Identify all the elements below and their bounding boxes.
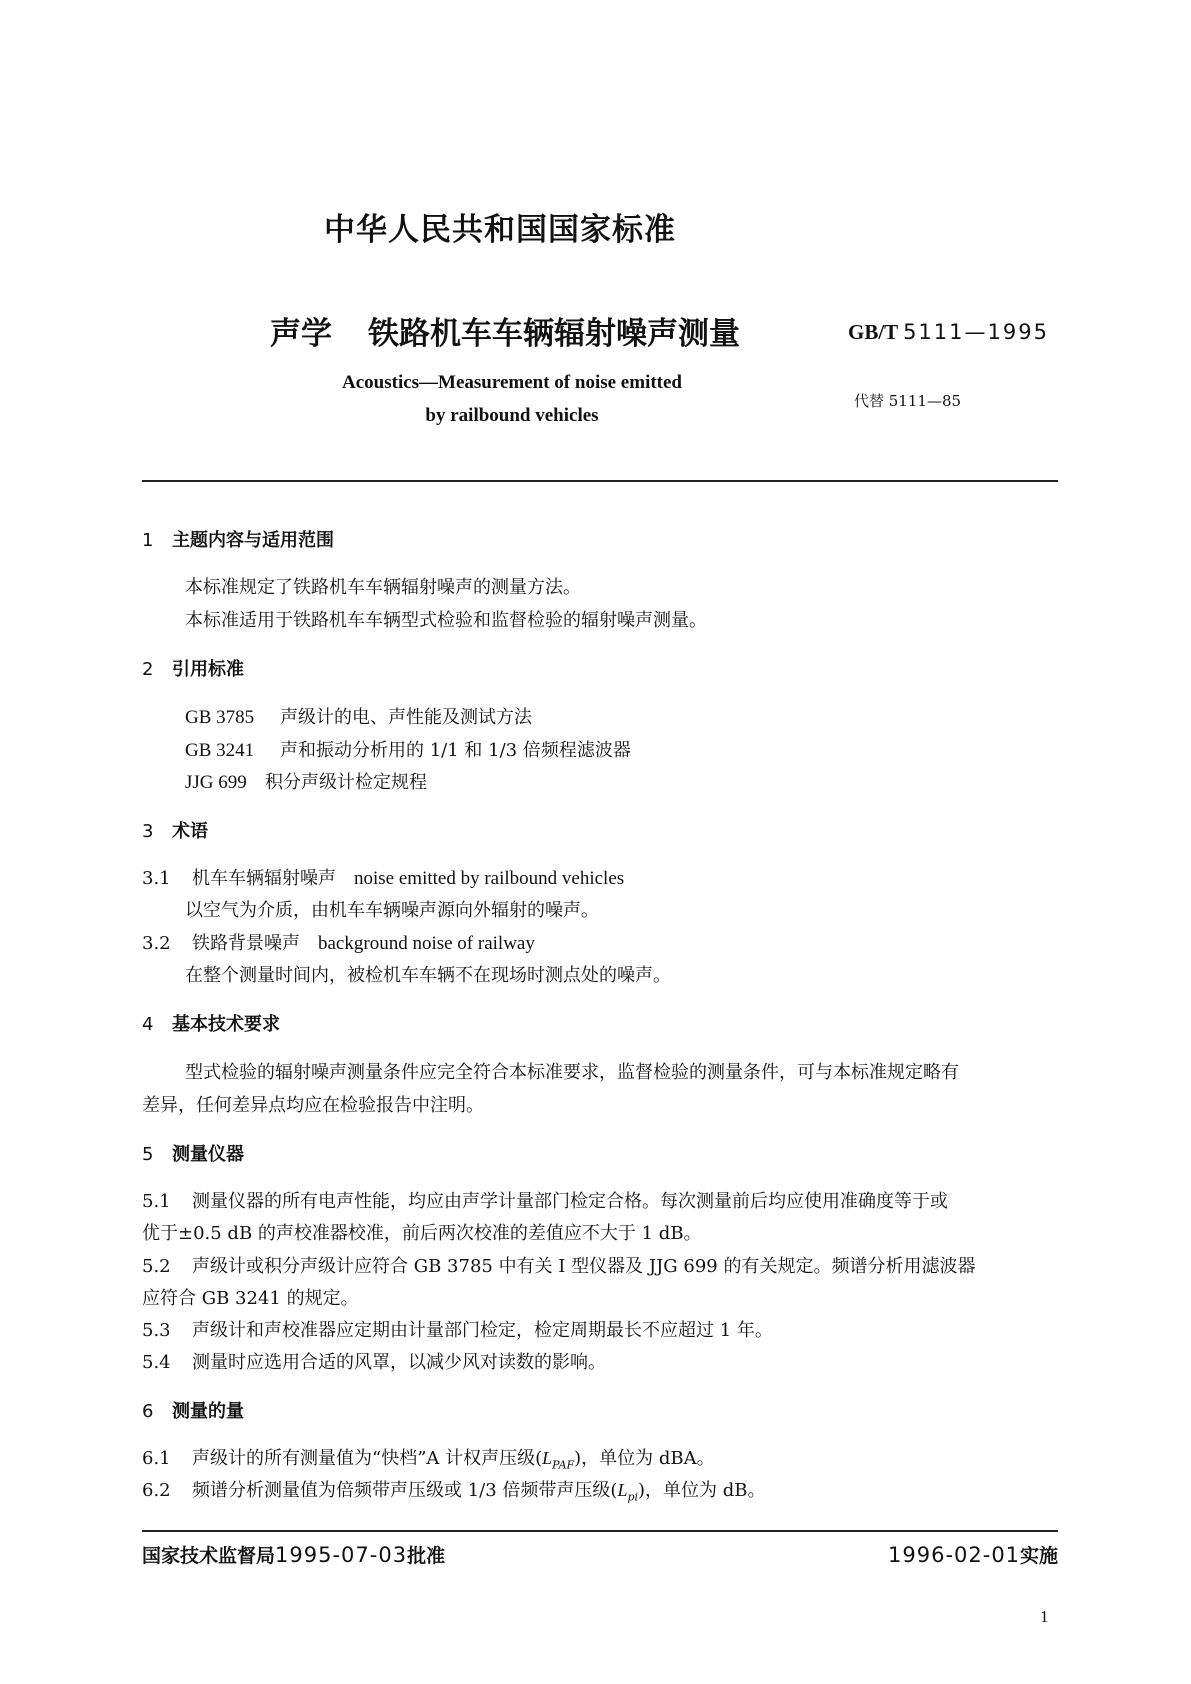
section-number: 5 bbox=[142, 1144, 154, 1165]
reference-code: GB 3241 bbox=[185, 740, 255, 761]
section-number: 6 bbox=[142, 1401, 154, 1422]
reference-title: 声和振动分析用的 1/1 和 1/3 倍频程滤波器 bbox=[280, 740, 631, 761]
clause-number: 6.1 bbox=[142, 1448, 171, 1469]
term-en: noise emitted by railbound vehicles bbox=[354, 868, 625, 889]
document-org-title: 中华人民共和国国家标准 bbox=[324, 212, 676, 248]
reference-item bbox=[185, 703, 532, 729]
section-number: 4 bbox=[142, 1014, 154, 1035]
reference-item bbox=[185, 768, 427, 794]
clause-5-1-line-2: 优于±0.5 dB 的声校准器校准，前后两次校准的差值应不大于 1 dB。 bbox=[142, 1223, 702, 1244]
effective-label: 实施 bbox=[1020, 1545, 1059, 1567]
section-1-heading bbox=[142, 526, 334, 552]
clause-5-3 bbox=[142, 1316, 773, 1342]
title-part-acoustics: 声学 bbox=[270, 316, 332, 352]
clause-text: 测量时应选用合适的风罩，以减少风对读数的影响。 bbox=[192, 1352, 606, 1373]
approving-authority: 国家技术监督局 bbox=[142, 1545, 276, 1567]
standard-number bbox=[848, 320, 1049, 345]
section-2-heading bbox=[142, 655, 244, 681]
section-title: 主题内容与适用范围 bbox=[172, 530, 334, 551]
term-3-1 bbox=[142, 864, 624, 890]
term-en: background noise of railway bbox=[318, 933, 535, 954]
clause-number: 5.2 bbox=[142, 1256, 171, 1277]
section-title: 引用标准 bbox=[172, 659, 244, 680]
effective-line bbox=[888, 1541, 1058, 1568]
section-number: 2 bbox=[142, 659, 154, 680]
term-3-2 bbox=[142, 929, 535, 955]
section-title: 测量仪器 bbox=[172, 1144, 244, 1165]
section-3-heading bbox=[142, 817, 208, 843]
section-1-para-1: 本标准规定了铁路机车车辆辐射噪声的测量方法。 bbox=[185, 577, 581, 598]
clause-5-4 bbox=[142, 1348, 606, 1374]
section-title: 测量的量 bbox=[172, 1401, 244, 1422]
footer-divider bbox=[142, 1530, 1058, 1532]
clause-5-1-line-1 bbox=[142, 1187, 948, 1213]
section-4-line-1: 型式检验的辐射噪声测量条件应完全符合本标准要求，监督检验的测量条件，可与本标准规定略有 bbox=[185, 1062, 959, 1083]
reference-title: 积分声级计检定规程 bbox=[265, 772, 427, 793]
section-4-heading bbox=[142, 1010, 280, 1036]
clause-number: 3.2 bbox=[142, 933, 171, 954]
term-zh: 机车车辆辐射噪声 bbox=[192, 868, 336, 889]
clause-number: 5.4 bbox=[142, 1352, 171, 1373]
symbol-subscript: pi bbox=[627, 1490, 639, 1504]
section-title: 术语 bbox=[172, 821, 208, 842]
reference-item bbox=[185, 736, 631, 762]
clause-text: 声级计的所有测量值为“快档”A 计权声压级( bbox=[192, 1448, 543, 1469]
replaces-standard: 代替 5111—85 bbox=[854, 392, 962, 410]
reference-code: JJG 699 bbox=[185, 772, 247, 793]
clause-text: 声级计或积分声级计应符合 GB 3785 中有关 I 型仪器及 JJG 699 的有关规定。频谱分析用滤波器 bbox=[192, 1256, 976, 1277]
standard-prefix: GB/T bbox=[848, 320, 898, 344]
term-zh: 铁路背景噪声 bbox=[192, 933, 300, 954]
symbol-l: L bbox=[617, 1480, 628, 1500]
section-number: 1 bbox=[142, 530, 154, 551]
symbol-subscript: PAF bbox=[552, 1458, 575, 1472]
english-title-line2: by railbound vehicles bbox=[425, 405, 599, 426]
section-6-heading bbox=[142, 1397, 244, 1423]
reference-title: 声级计的电、声性能及测试方法 bbox=[280, 707, 532, 728]
page-number: 1 bbox=[1040, 1607, 1049, 1626]
clause-5-2-line-1 bbox=[142, 1252, 975, 1278]
section-1-para-2: 本标准适用于铁路机车车辆型式检验和监督检验的辐射噪声测量。 bbox=[185, 610, 707, 631]
title-part-main: 铁路机车车辆辐射噪声测量 bbox=[368, 316, 740, 352]
clause-number: 5.3 bbox=[142, 1320, 171, 1341]
clause-text: 测量仪器的所有电声性能，均应由声学计量部门检定合格。每次测量前后均应使用准确度等于或 bbox=[192, 1191, 948, 1212]
section-5-heading bbox=[142, 1140, 244, 1166]
section-number: 3 bbox=[142, 821, 154, 842]
clause-text-end: )，单位为 dBA。 bbox=[574, 1448, 715, 1469]
approval-label: 批准 bbox=[407, 1545, 446, 1567]
approval-line bbox=[142, 1541, 445, 1568]
symbol-l: L bbox=[542, 1448, 553, 1468]
clause-6-1 bbox=[142, 1444, 715, 1472]
term-3-2-definition: 在整个测量时间内，被检机车车辆不在现场时测点处的噪声。 bbox=[185, 965, 671, 986]
clause-6-2 bbox=[142, 1476, 766, 1504]
clause-text-end: )，单位为 dB。 bbox=[638, 1480, 766, 1501]
english-title-line1: Acoustics—Measurement of noise emitted bbox=[342, 372, 682, 393]
header-divider bbox=[142, 480, 1058, 482]
clause-text: 声级计和声校准器应定期由计量部门检定，检定周期最长不应超过 1 年。 bbox=[192, 1320, 773, 1341]
clause-number: 3.1 bbox=[142, 868, 171, 889]
section-title: 基本技术要求 bbox=[172, 1014, 280, 1035]
section-4-line-2: 差异，任何差异点均应在检验报告中注明。 bbox=[142, 1095, 484, 1116]
effective-date: 1996-02-01 bbox=[888, 1543, 1021, 1567]
clause-number: 5.1 bbox=[142, 1191, 171, 1212]
clause-number: 6.2 bbox=[142, 1480, 171, 1501]
standard-code: 5111—1995 bbox=[903, 320, 1049, 344]
clause-5-2-line-2: 应符合 GB 3241 的规定。 bbox=[142, 1288, 359, 1309]
approval-date: 1995-07-03 bbox=[275, 1543, 408, 1567]
term-3-1-definition: 以空气为介质，由机车车辆噪声源向外辐射的噪声。 bbox=[185, 900, 599, 921]
clause-text: 频谱分析测量值为倍频带声压级或 1/3 倍频带声压级( bbox=[192, 1480, 618, 1501]
document-title bbox=[270, 308, 740, 353]
reference-code: GB 3785 bbox=[185, 707, 255, 728]
